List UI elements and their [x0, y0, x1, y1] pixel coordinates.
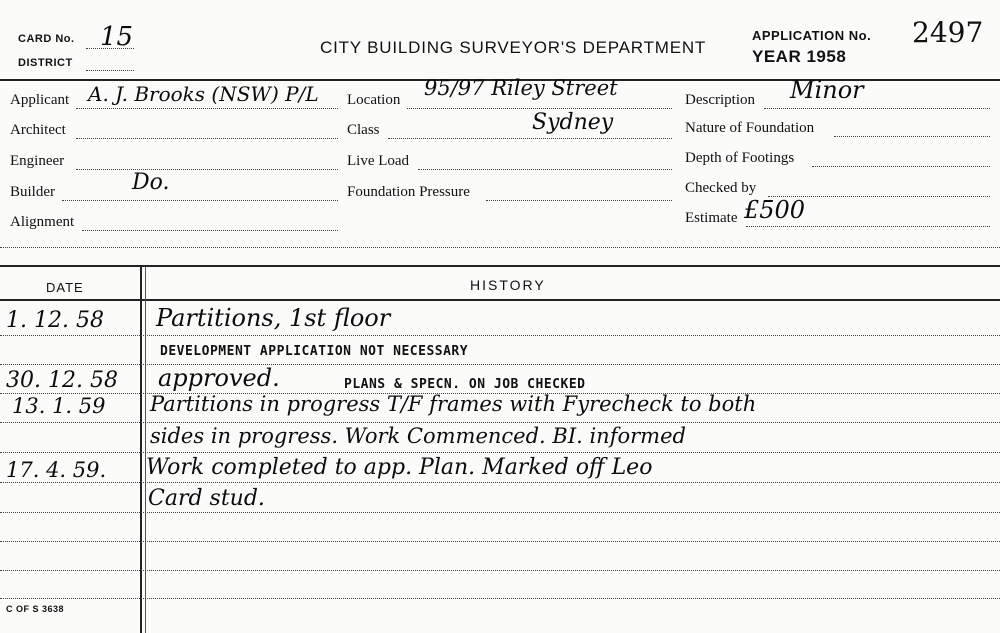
- alignment-dots: [82, 230, 338, 231]
- engineer-dots: [76, 169, 338, 170]
- nature-of-foundation-dots: [834, 136, 990, 137]
- table-row-history: approved.: [158, 364, 280, 392]
- applicant-dots: [76, 108, 338, 109]
- column-divider: [140, 267, 142, 633]
- live-load-dots: [418, 169, 672, 170]
- location-dots: [407, 108, 672, 109]
- architect-label: Architect: [10, 122, 66, 138]
- row-rule: [0, 422, 1000, 423]
- description-label: Description: [685, 92, 755, 108]
- nature-of-foundation-label: Nature of Foundation: [685, 120, 815, 136]
- table-row-date: 1. 12. 58: [6, 308, 104, 333]
- district-label: DISTRICT: [18, 57, 73, 69]
- table-row-history: Work completed to app. Plan. Marked off Leo: [146, 455, 653, 480]
- header-bottom-rule: [0, 299, 1000, 301]
- row-rule: [0, 364, 1000, 365]
- depth-of-footings-label: Depth of Footings: [685, 150, 795, 166]
- checked-by-label: Checked by: [685, 180, 757, 196]
- builder-label: Builder: [10, 184, 55, 200]
- application-no-value: 2497: [912, 16, 984, 49]
- description-dots: [764, 108, 990, 109]
- architect-dots: [76, 138, 338, 139]
- estimate-label: Estimate: [685, 210, 738, 226]
- row-rule: [0, 570, 1000, 571]
- card-no-dots: [86, 48, 134, 49]
- table-top-rule: [0, 265, 1000, 267]
- table-row-history: Partitions, 1st floor: [156, 304, 391, 332]
- row-rule: [0, 541, 1000, 542]
- district-dots: [86, 70, 134, 71]
- row-rule: [0, 482, 1000, 483]
- alignment-label: Alignment: [10, 214, 75, 230]
- card-no-value: 15: [100, 22, 134, 52]
- column-divider-inner: [145, 267, 146, 633]
- class-label: Class: [347, 122, 380, 138]
- table-row-history: Card stud.: [148, 486, 265, 511]
- class-dots: [388, 138, 672, 139]
- depth-of-footings-dots: [812, 166, 990, 167]
- applicant-label: Applicant: [10, 92, 70, 108]
- form-number: C OF S 3638: [6, 604, 65, 614]
- table-row-history: sides in progress. Work Commenced. BI. informed: [150, 424, 686, 448]
- builder-dots: [62, 200, 338, 201]
- table-row-date: 17. 4. 59.: [6, 458, 107, 482]
- table-row-history: Partitions in progress T/F frames with Fyrecheck to both: [150, 392, 757, 416]
- row-rule: [0, 452, 1000, 453]
- applicant-value: A. J. Brooks (NSW) P/L: [88, 82, 319, 106]
- estimate-value: £500: [744, 196, 806, 224]
- table-row-stamp: PLANS & SPECN. ON JOB CHECKED: [344, 377, 586, 392]
- description-value: Minor: [790, 76, 864, 104]
- engineer-label: Engineer: [10, 153, 65, 169]
- department-title: CITY BUILDING SURVEYOR'S DEPARTMENT: [320, 38, 707, 57]
- builder-value: Do.: [132, 170, 170, 195]
- location-value-line2: Sydney: [532, 110, 614, 135]
- location-value: 95/97 Riley Street: [424, 76, 618, 100]
- location-label: Location: [347, 92, 401, 108]
- estimate-dots: [746, 226, 990, 227]
- card-no-label: CARD No.: [18, 33, 75, 45]
- table-row-date: 13. 1. 59: [12, 394, 106, 418]
- year-label: YEAR 1958: [752, 47, 847, 66]
- table-row-stamp: DEVELOPMENT APPLICATION NOT NECESSARY: [160, 344, 469, 359]
- row-rule: [0, 512, 1000, 513]
- foundation-pressure-label: Foundation Pressure: [347, 184, 470, 200]
- row-rule: [0, 335, 1000, 336]
- history-header: HISTORY: [470, 277, 546, 293]
- live-load-label: Live Load: [347, 153, 410, 169]
- table-row-date: 30. 12. 58: [6, 368, 118, 393]
- foundation-pressure-dots: [486, 200, 672, 201]
- row-rule: [0, 598, 1000, 599]
- date-header: DATE: [46, 280, 84, 295]
- application-no-label: APPLICATION No.: [752, 28, 872, 43]
- separator-dots: [0, 247, 1000, 248]
